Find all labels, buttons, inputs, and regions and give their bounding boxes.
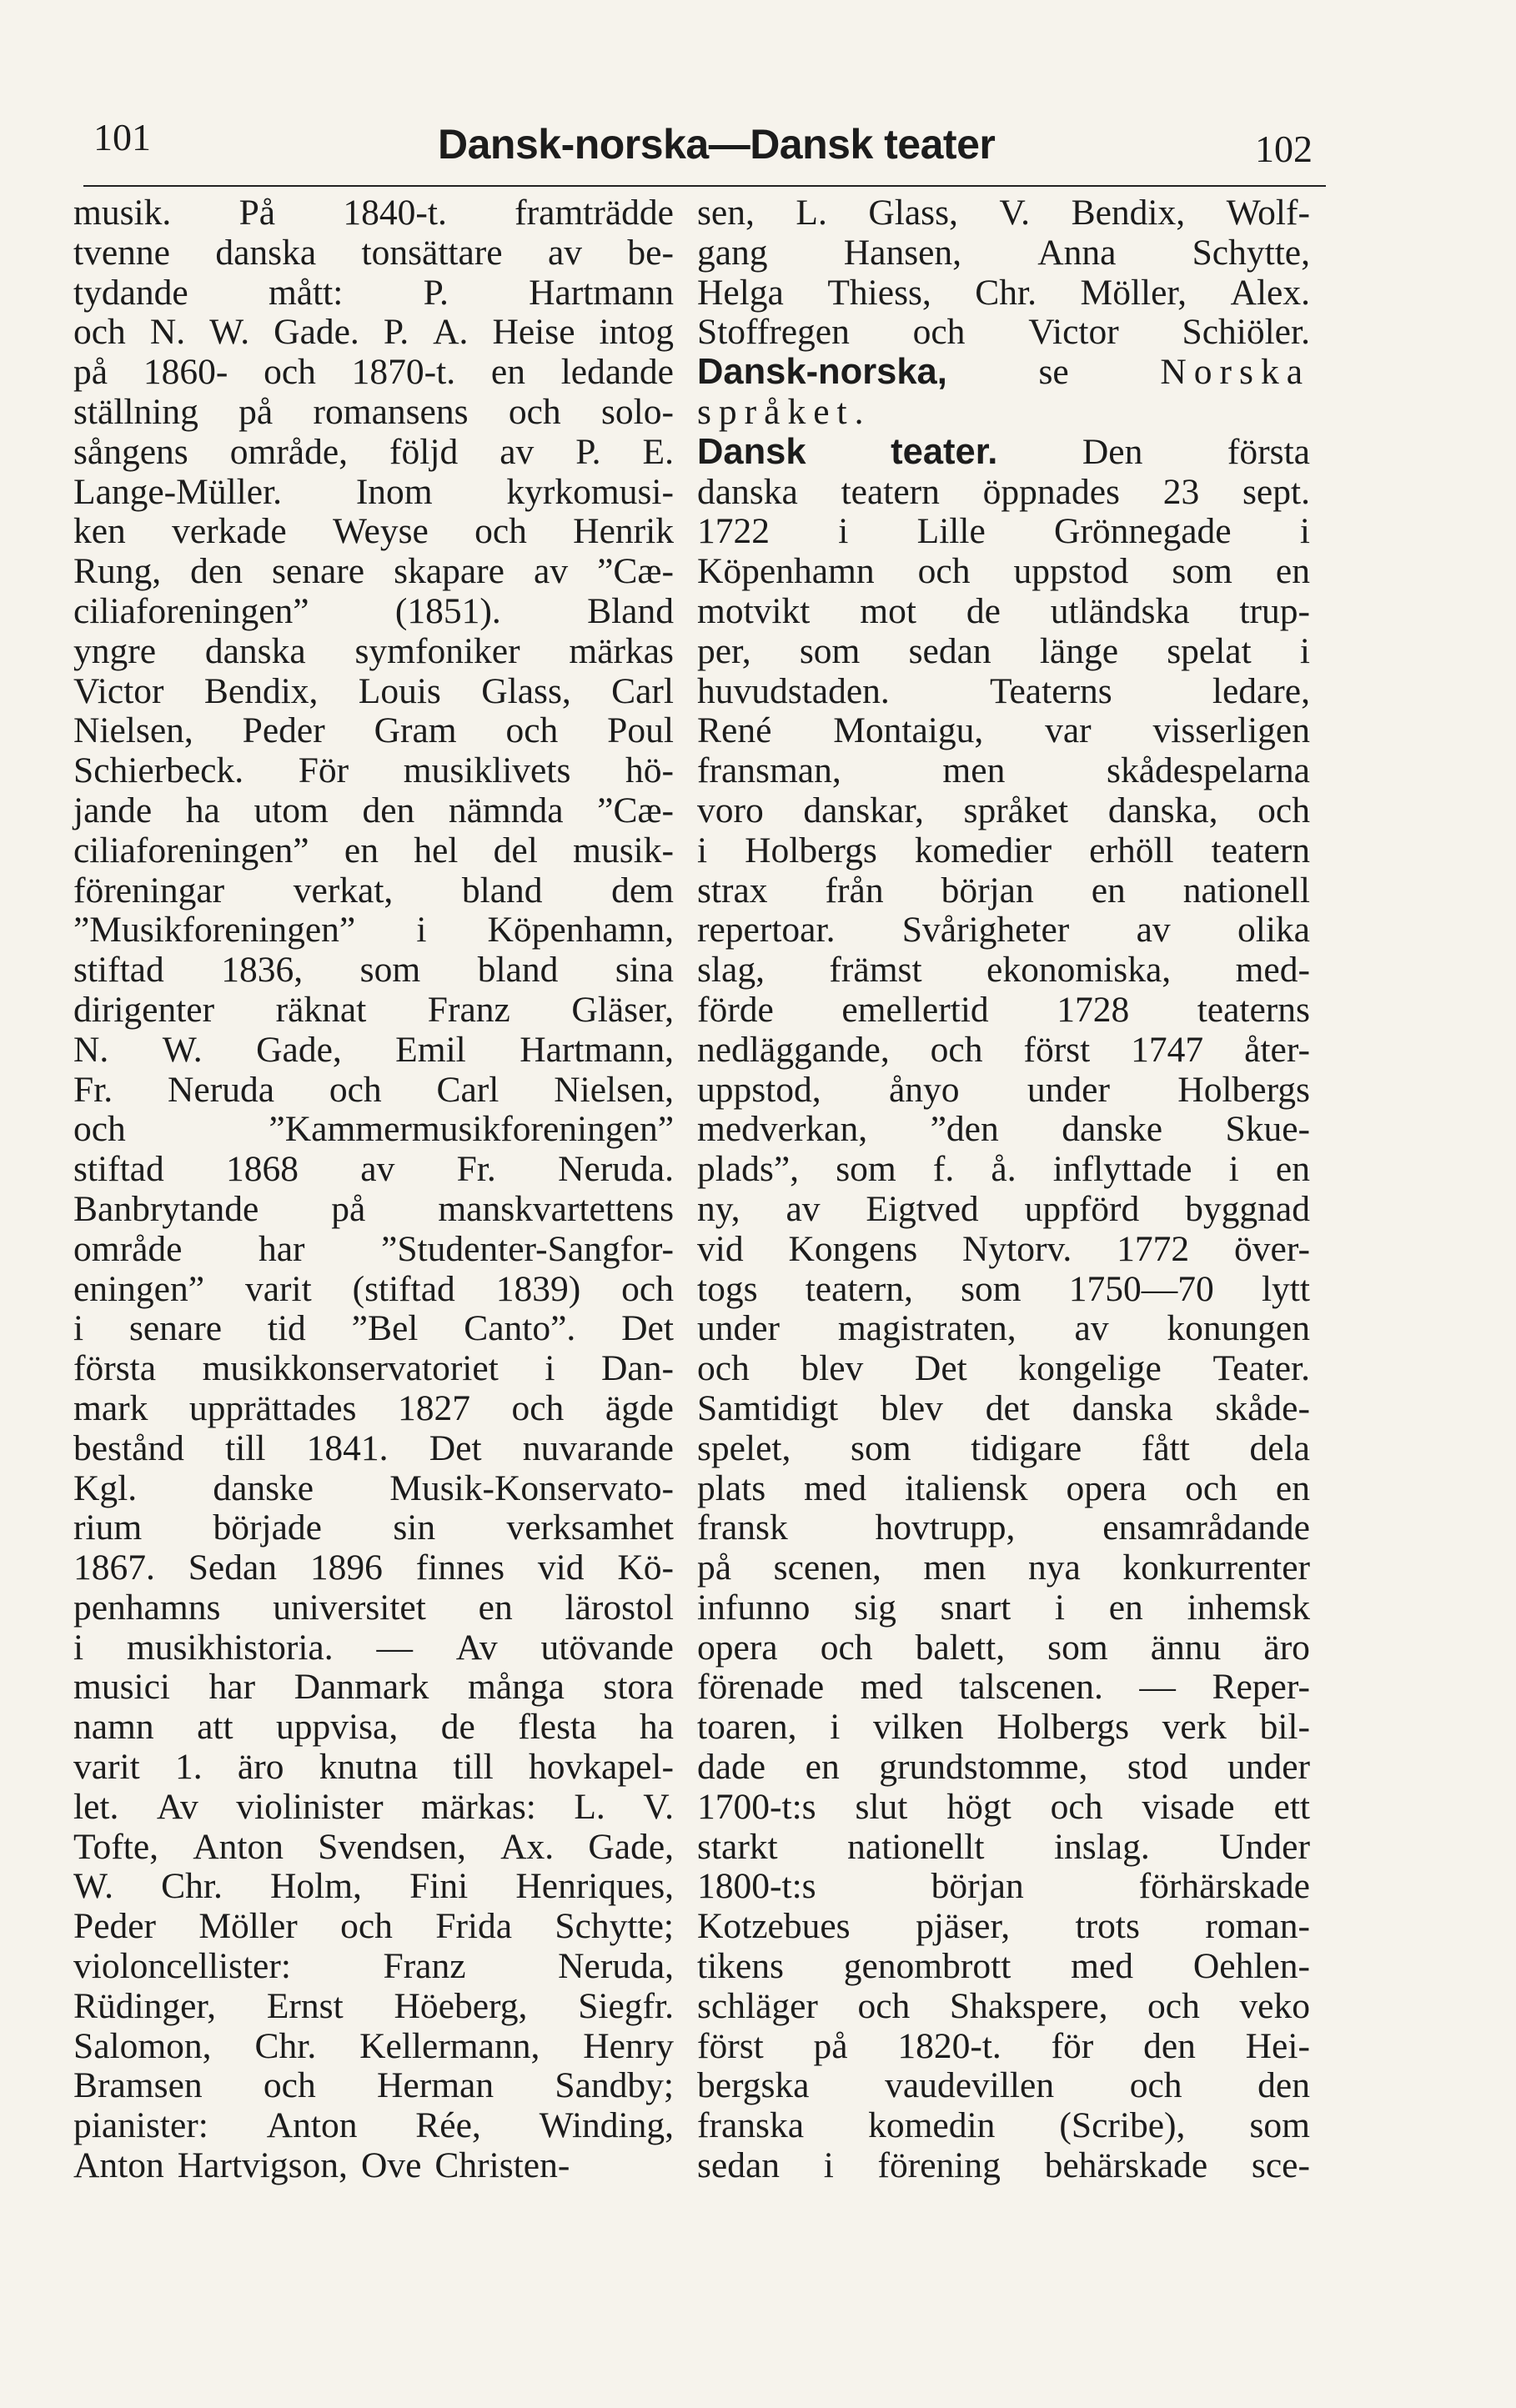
text-line: dade en grundstomme, stod under bbox=[697, 1747, 1310, 1788]
text-line: Dansk teater. Den första bbox=[697, 431, 1310, 472]
text-line: plats med italiensk opera och en bbox=[697, 1467, 1310, 1508]
text-line: Bramsen och Herman Sandby; bbox=[73, 2065, 674, 2106]
text-line: René Montaigu, var visserligen bbox=[697, 710, 1310, 751]
text-line: ciliaforeningen” en hel del musik- bbox=[73, 830, 674, 870]
text-line: musici har Danmark många stora bbox=[73, 1667, 674, 1708]
text-line: varit 1. äro knutna till hovkapel- bbox=[73, 1747, 674, 1788]
text-line: först på 1820-t. för den Hei- bbox=[697, 2025, 1310, 2066]
text-line: ”Musikforeningen” i Köpenhamn, bbox=[73, 910, 674, 951]
text-line: fransman, men skådespelarna bbox=[697, 750, 1310, 791]
text-line: toaren, i vilken Holbergs verk bil- bbox=[697, 1707, 1310, 1748]
text-line: förde emellertid 1728 teaterns bbox=[697, 989, 1310, 1030]
text-line: let. Av violinister märkas: L. V. bbox=[73, 1786, 674, 1827]
text-line: föreningar verkat, bland dem bbox=[73, 870, 674, 911]
text-line: mark upprättades 1827 och ägde bbox=[73, 1387, 674, 1428]
text-line: Kgl. danske Musik-Konservato- bbox=[73, 1467, 674, 1508]
text-line: i musikhistoria. — Av utövande bbox=[73, 1627, 674, 1668]
running-title: Dansk-norska—Dansk teater bbox=[438, 121, 996, 168]
text-line: Lange-Müller. Inom kyrkomusi- bbox=[73, 471, 674, 512]
text-line: infunno sig snart i en inhemsk bbox=[697, 1587, 1310, 1628]
text-line: Rüdinger, Ernst Höeberg, Siegfr. bbox=[73, 1985, 674, 2026]
text-line: franska komedin (Scribe), som bbox=[697, 2105, 1310, 2146]
text-line: musik. På 1840-t. framträdde bbox=[73, 193, 674, 233]
right-column bbox=[697, 193, 1310, 2186]
text-line: och ”Kammermusikforeningen” bbox=[73, 1109, 674, 1150]
text-line: vid Kongens Nytorv. 1772 över- bbox=[697, 1228, 1310, 1269]
text-line: Fr. Neruda och Carl Nielsen, bbox=[73, 1069, 674, 1110]
header-rule bbox=[83, 185, 1326, 187]
text-line: W. Chr. Holm, Fini Henriques, bbox=[73, 1866, 674, 1907]
text-line: slag, främst ekonomiska, med- bbox=[697, 950, 1310, 991]
text-line: område har ”Studenter-Sangfor- bbox=[73, 1228, 674, 1269]
text-line: Salomon, Chr. Kellermann, Henry bbox=[73, 2025, 674, 2066]
text-line: 1700-t:s slut högt och visade ett bbox=[697, 1786, 1310, 1827]
text-line: på 1860- och 1870-t. en ledande bbox=[73, 352, 674, 393]
page-number-right: 102 bbox=[1255, 128, 1313, 170]
text-line: namn att uppvisa, de flesta ha bbox=[73, 1707, 674, 1748]
text-line: Kotzebues pjäser, trots roman- bbox=[697, 1906, 1310, 1947]
text-line: ken verkade Weyse och Henrik bbox=[73, 511, 674, 552]
text-line: voro danskar, språket danska, och bbox=[697, 790, 1310, 830]
text-line: opera och balett, som ännu äro bbox=[697, 1627, 1310, 1668]
text-line: Tofte, Anton Svendsen, Ax. Gade, bbox=[73, 1826, 674, 1867]
text-line: Rung, den senare skapare av ”Cæ- bbox=[73, 551, 674, 592]
text-line: i senare tid ”Bel Canto”. Det bbox=[73, 1308, 674, 1349]
text-line: 1867. Sedan 1896 finnes vid Kö- bbox=[73, 1548, 674, 1588]
text-line: i Holbergs komedier erhöll teatern bbox=[697, 830, 1310, 870]
text-line: Peder Möller och Frida Schytte; bbox=[73, 1906, 674, 1947]
text-line: sångens område, följd av P. E. bbox=[73, 431, 674, 472]
text-line: pianister: Anton Rée, Winding, bbox=[73, 2105, 674, 2146]
text-line: danska teatern öppnades 23 sept. bbox=[697, 471, 1310, 512]
page-number-left: 101 bbox=[93, 116, 151, 158]
text-line: 1800-t:s början förhärskade bbox=[697, 1866, 1310, 1907]
text-line: starkt nationellt inslag. Under bbox=[697, 1826, 1310, 1867]
text-line: strax från början en nationell bbox=[697, 870, 1310, 911]
text-line: fransk hovtrupp, ensamrådande bbox=[697, 1508, 1310, 1548]
text-line: penhamns universitet en lärostol bbox=[73, 1587, 674, 1628]
text-line: ställning på romansens och solo- bbox=[73, 391, 674, 432]
text-line: togs teatern, som 1750—70 lytt bbox=[697, 1268, 1310, 1309]
text-line: eningen” varit (stiftad 1839) och bbox=[73, 1268, 674, 1309]
text-line: på scenen, men nya konkurrenter bbox=[697, 1548, 1310, 1588]
text-line: ny, av Eigtved uppförd byggnad bbox=[697, 1188, 1310, 1229]
text-line: bergska vaudevillen och den bbox=[697, 2065, 1310, 2106]
left-column bbox=[73, 193, 674, 2186]
text-line: N. W. Gade, Emil Hartmann, bbox=[73, 1029, 674, 1070]
text-line: plads”, som f. å. inflyttade i en bbox=[697, 1149, 1310, 1190]
text-line: spelet, som tidigare fått dela bbox=[697, 1427, 1310, 1468]
text-line: tikens genombrott med Oehlen- bbox=[697, 1946, 1310, 1987]
text-line: huvudstaden. Teaterns ledare, bbox=[697, 670, 1310, 711]
text-line: Anton Hartvigson, Ove Christen- bbox=[73, 2145, 570, 2186]
text-line: och blev Det kongelige Teater. bbox=[697, 1348, 1310, 1389]
text-line: repertoar. Svårigheter av olika bbox=[697, 910, 1310, 951]
text-line: sen, L. Glass, V. Bendix, Wolf- bbox=[697, 193, 1310, 233]
text-line: ciliaforeningen” (1851). Bland bbox=[73, 590, 674, 631]
text-line: dirigenter räknat Franz Gläser, bbox=[73, 989, 674, 1030]
text-line: yngre danska symfoniker märkas bbox=[73, 630, 674, 671]
text-line: Helga Thiess, Chr. Möller, Alex. bbox=[697, 272, 1310, 313]
text-line: första musikkonservatoriet i Dan- bbox=[73, 1348, 674, 1389]
text-line: Banbrytande på manskvartettens bbox=[73, 1188, 674, 1229]
text-line: tydande mått: P. Hartmann bbox=[73, 272, 674, 313]
text-line: tvenne danska tonsättare av be- bbox=[73, 232, 674, 273]
text-line: Stoffregen och Victor Schiöler. bbox=[697, 312, 1310, 353]
text-line: nedläggande, och först 1747 åter- bbox=[697, 1029, 1310, 1070]
text-line: per, som sedan länge spelat i bbox=[697, 630, 1310, 671]
text-line: motvikt mot de utländska trup- bbox=[697, 590, 1310, 631]
text-line: schläger och Shakspere, och veko bbox=[697, 1985, 1310, 2026]
text-line: förenade med talscenen. — Reper- bbox=[697, 1667, 1310, 1708]
text-line: jande ha utom den nämnda ”Cæ- bbox=[73, 790, 674, 830]
text-line: stiftad 1836, som bland sina bbox=[73, 950, 674, 991]
page-header bbox=[83, 100, 1334, 175]
text-line: stiftad 1868 av Fr. Neruda. bbox=[73, 1149, 674, 1190]
text-line: rium började sin verksamhet bbox=[73, 1508, 674, 1548]
text-line: Köpenhamn och uppstod som en bbox=[697, 551, 1310, 592]
text-line: bestånd till 1841. Det nuvarande bbox=[73, 1427, 674, 1468]
text-line: språket. bbox=[697, 391, 871, 432]
text-line: Dansk-norska, se Norska bbox=[697, 352, 1310, 393]
text-line: sedan i förening behärskade sce- bbox=[697, 2145, 1310, 2186]
text-line: Victor Bendix, Louis Glass, Carl bbox=[73, 670, 674, 711]
text-line: Samtidigt blev det danska skåde- bbox=[697, 1387, 1310, 1428]
text-line: Nielsen, Peder Gram och Poul bbox=[73, 710, 674, 751]
text-line: uppstod, ånyo under Holbergs bbox=[697, 1069, 1310, 1110]
text-line: och N. W. Gade. P. A. Heise intog bbox=[73, 312, 674, 353]
text-line: Schierbeck. För musiklivets hö- bbox=[73, 750, 674, 791]
text-line: gang Hansen, Anna Schytte, bbox=[697, 232, 1310, 273]
text-line: medverkan, ”den danske Skue- bbox=[697, 1109, 1310, 1150]
text-line: 1722 i Lille Grönnegade i bbox=[697, 511, 1310, 552]
text-line: under magistraten, av konungen bbox=[697, 1308, 1310, 1349]
text-line: violoncellister: Franz Neruda, bbox=[73, 1946, 674, 1987]
